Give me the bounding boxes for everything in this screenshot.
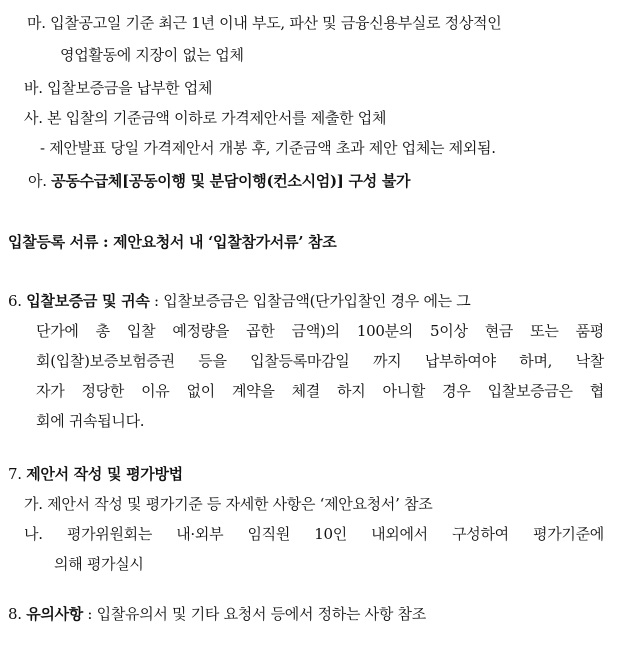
section-number: 8. bbox=[8, 605, 22, 623]
section-6 bbox=[8, 290, 604, 312]
section-5 bbox=[8, 231, 336, 253]
section-6-line-5 bbox=[36, 410, 144, 432]
item-marker: 아. bbox=[28, 172, 47, 190]
section-number: 6. bbox=[8, 292, 22, 310]
section-heading: 입찰보증금 및 귀속 bbox=[26, 292, 150, 310]
item-marker: 바. bbox=[24, 79, 43, 97]
item-marker: 가. bbox=[24, 495, 43, 513]
section-text: 회에 귀속됩니다. bbox=[36, 412, 145, 430]
item-sa-subnote bbox=[40, 137, 496, 159]
item-na-continuation bbox=[54, 553, 144, 575]
item-marker: 나. bbox=[24, 525, 43, 543]
item-sa bbox=[24, 107, 386, 129]
section-text: 단가에 총 입찰 예정량을 곱한 금액)의 100분의 5이상 현금 또는 품평 bbox=[36, 322, 604, 340]
item-text: 평가위원회는 내·외부 임직원 10인 내외에서 구성하여 평가기준에 bbox=[66, 525, 604, 543]
section-text: : 입찰유의서 및 기타 요청서 등에서 정하는 사항 참조 bbox=[82, 605, 426, 623]
section-text: 회(입찰)보증보험증권 등을 입찰등록마감일 까지 납부하여야 하며, 낙찰 bbox=[36, 352, 604, 370]
item-text: 제안서 작성 및 평가기준 등 자세한 사항은 ‘제안요청서’ 참조 bbox=[47, 495, 433, 513]
item-text: 입찰보증금을 납부한 업체 bbox=[47, 79, 213, 97]
item-text: 입찰공고일 기준 최근 1년 이내 부도, 파산 및 금융신용부실로 정상적인 bbox=[50, 14, 502, 32]
section-6-line-4 bbox=[36, 380, 604, 402]
item-text: 영업활동에 지장이 없는 업체 bbox=[60, 46, 244, 64]
section-heading: 유의사항 bbox=[26, 605, 83, 623]
section-text: 자가 정당한 이유 없이 계약을 체결 하지 아니할 경우 입찰보증금은 협 bbox=[36, 382, 604, 400]
section-heading: 제안서 작성 및 평가방법 bbox=[26, 465, 183, 483]
item-text: 본 입찰의 기준금액 이하로 가격제안서를 제출한 업체 bbox=[47, 109, 387, 127]
section-7 bbox=[8, 463, 183, 485]
item-marker: 사. bbox=[24, 109, 43, 127]
section-6-line-2 bbox=[36, 320, 604, 342]
section-text: 입찰등록 서류 : 제안요청서 내 ‘입찰참가서류’ 참조 bbox=[8, 233, 337, 251]
item-ma bbox=[27, 12, 501, 34]
item-marker: 마. bbox=[27, 14, 46, 32]
item-na bbox=[24, 523, 604, 545]
item-ma-continuation bbox=[60, 44, 244, 66]
item-text: 공동수급체[공동이행 및 분담이행(컨소시엄)] 구성 불가 bbox=[51, 172, 411, 190]
item-ga bbox=[24, 493, 432, 515]
item-text: 의해 평가실시 bbox=[54, 555, 144, 573]
section-6-line-3 bbox=[36, 350, 604, 372]
item-a bbox=[28, 170, 410, 192]
section-text: : 입찰보증금은 입찰금액(단가입찰인 경우 에는 그 bbox=[149, 292, 471, 310]
section-number: 7. bbox=[8, 465, 22, 483]
sub-note-text: - 제안발표 당일 가격제안서 개봉 후, 기준금액 초과 제안 업체는 제외됨. bbox=[40, 139, 496, 157]
item-ba bbox=[24, 77, 212, 99]
section-8 bbox=[8, 603, 426, 625]
